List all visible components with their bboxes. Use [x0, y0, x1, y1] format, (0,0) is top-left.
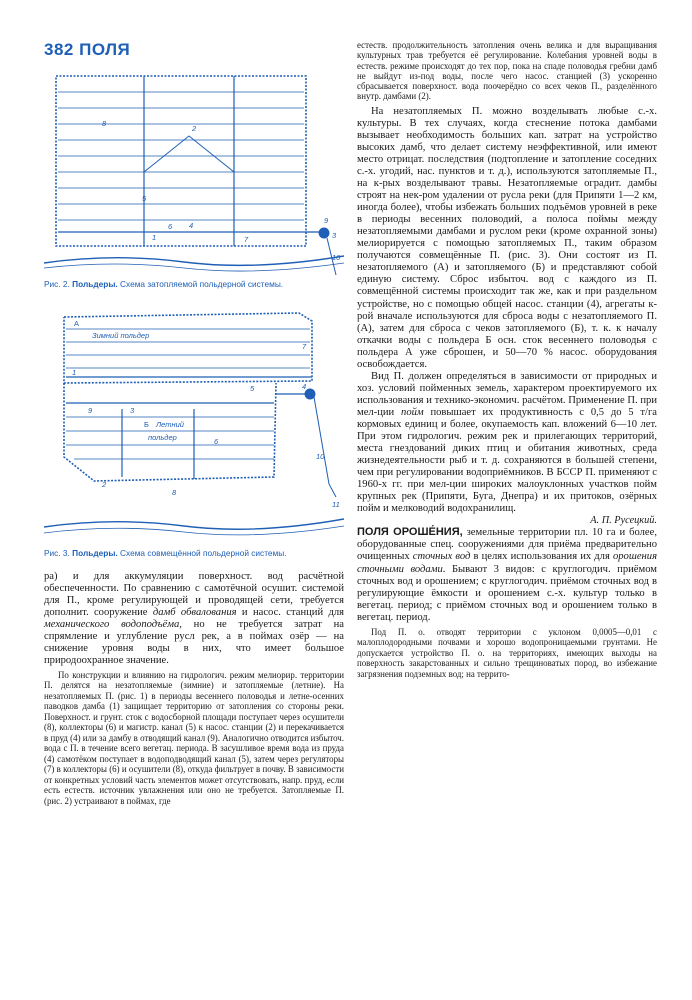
fig2-label-5: 5	[142, 194, 147, 203]
fig2-label-6: 6	[168, 222, 173, 231]
fig2-label-9: 9	[324, 216, 329, 225]
page-header	[44, 40, 130, 60]
right-paragraph-3	[357, 526, 657, 623]
fig3-zone-b-name1: Летний	[156, 420, 184, 430]
fig3-label-9: 9	[88, 406, 93, 416]
fig2-label-2: 2	[192, 124, 197, 133]
fig3-label-5: 5	[250, 384, 255, 394]
right-paragraph-4: Под П. о. отводят территории с уклоном 0,0005—0,01 с малоплодородными почвами и хорошо водопроницаемыми грунтами. Не допускается устройство П. о. на территориях, имеющих выходы на поверхность закарстованных и сильно трещиноватых пород, во избежание загрязнения подземных вод; на террито-	[357, 626, 657, 679]
figure-3-diagram	[44, 309, 344, 544]
fig2-label-4: 4	[189, 221, 194, 230]
figure-2-diagram	[44, 70, 344, 275]
fig3-label-6: 6	[214, 437, 219, 447]
right-paragraph-2	[357, 371, 657, 516]
figure-2	[44, 70, 344, 289]
fig2-label-8: 8	[102, 119, 107, 128]
fig3-caption-text: Схема совмещённой польдерной системы.	[120, 548, 287, 559]
fig2-label-7: 7	[244, 235, 249, 244]
right-p3-b: в целях использования их для	[470, 551, 613, 563]
right-paragraph-1: На незатопляемых П. можно возделывать любые с.-х. культуры. В тех случаях, когда стеснение потока дамбами вызывает необходимость больших кап. затрат на устройство высоких дамб, что делает систему неэффективной, или имеют место отрицат. последствия (подтопление и затопление соседних с.-х. угодий, нас. пунктов и т. д.), используются затопляемые П., на к-рых возделывают травы. Незатопляемые оградит. дамбы строят на нек-ром удалении от русла реки (для Припяти 1—2 км, иногда более), чтобы избежать больших подъёмов уровней в реке в периоды весенних половодий, а полоса поймы между незатопляемыми дамбами и руслом реки (кроме охранной зоны) мелиорируется с помощью затопляемых П., таким образом получаются совмещённые П. (рис. 3). Они состоят из П. незатопляемого (А) и затопляемого (Б) и представляют собой единую систему. Сброс избыточ. вод с каждого из П. совмещённой системы происходит так же, как и при раздельном устройстве, но с помощью общей насос. станции (4), агрегаты к-рой вначале используются для сброса воды с незатопляемого П. (А), затем для сброса с чеков затопляемого (Б), т. к. к началу откачки воды с польдера Б осн. сток весеннего половодья с польдера А уже сброшен, и 50—70 % насос. оборудования освобождается.	[357, 105, 657, 370]
right-top-paragraph: естеств. продолжительность затопления очень велика и для выращивания культурных трав требуется её регулирование. Колебания уровней воды в естеств. режиме происходят до тех пор, пока на спаде половодья гребни дамб не выйдут из-под воды, после чего насос. станцией (3) ускоренно сбрасывается поверхност. вода поочерёдно со всех чеков П., разделённого внутр. дамбами (2).	[357, 40, 657, 102]
right-p3-c: . Бывают 3 видов: с круглогодич. приёмом сточных вод и орошением; с круглогодич. приёмом сточных вод в регулирующие ёмкости и орошением с.-х. культур только в вегетац. период; с приёмом сточных вод и орошением только в вегетац. период.	[357, 563, 657, 623]
fig2-label-1: 1	[152, 233, 157, 242]
fig3-label-10: 10	[316, 452, 325, 462]
fig3-label-8: 8	[172, 488, 177, 498]
entry-headword: ПОЛЯ ОРОШЕ́НИЯ,	[357, 526, 463, 539]
right-p2-b: повышает их продуктивность с 0,5 до 5 т/га кормовых единиц и более, окупаемость кап. вложений 6—10 лет. При этом гидрологич. режим рек и прилегающих территорий, места гнездований диких птиц и обитания животных, среда жизнедеятельности рыб и т. д. сохраняются в большей степени, чем при регулировании водоприёмников. В БССР П. применяют с 1960-х гг. при мел-ции широких малоуклонных участков пойм крупных рек (Припяти, Буга, Днепра) и их притоков, озёрных пойм и мелководий водохранилищ.	[357, 406, 657, 515]
fig3-zone-a: А	[74, 319, 80, 329]
page-header-title: ПОЛЯ	[79, 40, 131, 59]
left-column	[44, 70, 344, 806]
fig3-zone-b: Б	[144, 420, 149, 430]
fig3-label-2: 2	[102, 480, 107, 490]
left-paragraph-2: По конструкции и влиянию на гидрологич. режим мелиорир. территории П. делятся на незатопляемые (зимние) и затопляемые (летние). На незатопляемых П. (рис. 1) в периоды весеннего половодья и летне-осенних паводков дамба (1) защищает территорию от затопления со стороны реки. Поверхност. и грунт. сток с водосборной площади поступает через осушители (8), коллекторы (6) и магистр. канал (5) к насос. станции (2) и перекачивается в пруд (4) или за дамбу в отводящий канал (9). Аналогично отводится избыточ. вода с П. в течение всего вегетац. периода. В засушливое время вода из пруда (4) самотёком поступает в водоподводящий канал (5), затем через регуляторы (7) в коллекторы (6) и осушители (8), откуда фильтрует в почву. В зависимости от конкретных условий часть элементов может отсутствовать, напр. пруд, если есть естеств. источник увлажнения или оно не требуется. Затопляемые П. (рис. 2) устраивают в поймах, где	[44, 669, 344, 806]
right-p3-a: земельные территории пл. 10 га и более, оборудованные спец. сооружениями для приёма предварительно очищенных	[357, 527, 657, 563]
fig2-caption-title: Польдеры.	[72, 279, 118, 289]
right-column	[357, 40, 657, 679]
right-p3-term-irrigation: орошения сточными водами	[357, 551, 658, 575]
right-p3-term-wastewater: сточных вод	[412, 551, 471, 563]
left-p1-term-dams: дамб обвалования	[152, 607, 237, 619]
fig3-zone-a-name: Зимний польдер	[92, 331, 150, 341]
left-p1-b: и насос. станций для	[236, 607, 345, 619]
article-signature: А. П. Русецкий.	[590, 515, 657, 527]
left-text	[44, 571, 344, 806]
right-p2-a: Вид П. должен определяться в зависимости от природных и хоз. условий пойменных земель, характером проектируемого их использования и технико-экономич. расчётом. Применение П. при мел-ции	[357, 370, 657, 418]
left-p1-c: , но не требуется затрат на спрямление и углубление русл рек, а в поймах озёр — на снижение уровня воды в них, что имеет большое природоохранное значение.	[44, 619, 344, 667]
left-p1-a: ра) и для аккумуляции поверхност. вод расчётной обеспеченности. По сравнению с самотёчной осушит. системой для П., кроме регулирующей и проводящей сети, требуется дополнит. сооружение	[44, 570, 344, 619]
fig3-caption-title: Польдеры.	[72, 548, 118, 559]
fig3-label-3: 3	[130, 406, 135, 416]
left-p1-term-lift: механического водоподъёма	[44, 619, 180, 631]
fig3-label-1: 1	[72, 368, 77, 378]
figure-3	[44, 309, 344, 558]
fig3-label-11: 11	[332, 500, 340, 510]
left-paragraph-1	[44, 571, 344, 668]
page-number: 382	[44, 40, 74, 59]
fig2-label-3: 3	[332, 231, 337, 240]
fig3-label-7: 7	[302, 342, 307, 352]
fig3-zone-b-name2: польдер	[148, 433, 177, 443]
fig2-caption-num: Рис. 2.	[44, 279, 70, 289]
fig2-label-10: 10	[332, 253, 341, 262]
fig3-label-4: 4	[302, 382, 307, 392]
fig3-caption-num: Рис. 3.	[44, 548, 70, 559]
fig2-caption-text: Схема затопляемой польдерной системы.	[120, 279, 284, 289]
figure-2-caption	[44, 279, 344, 289]
figure-3-caption	[44, 548, 344, 558]
right-p2-term-floodplain: пойм	[401, 406, 424, 418]
